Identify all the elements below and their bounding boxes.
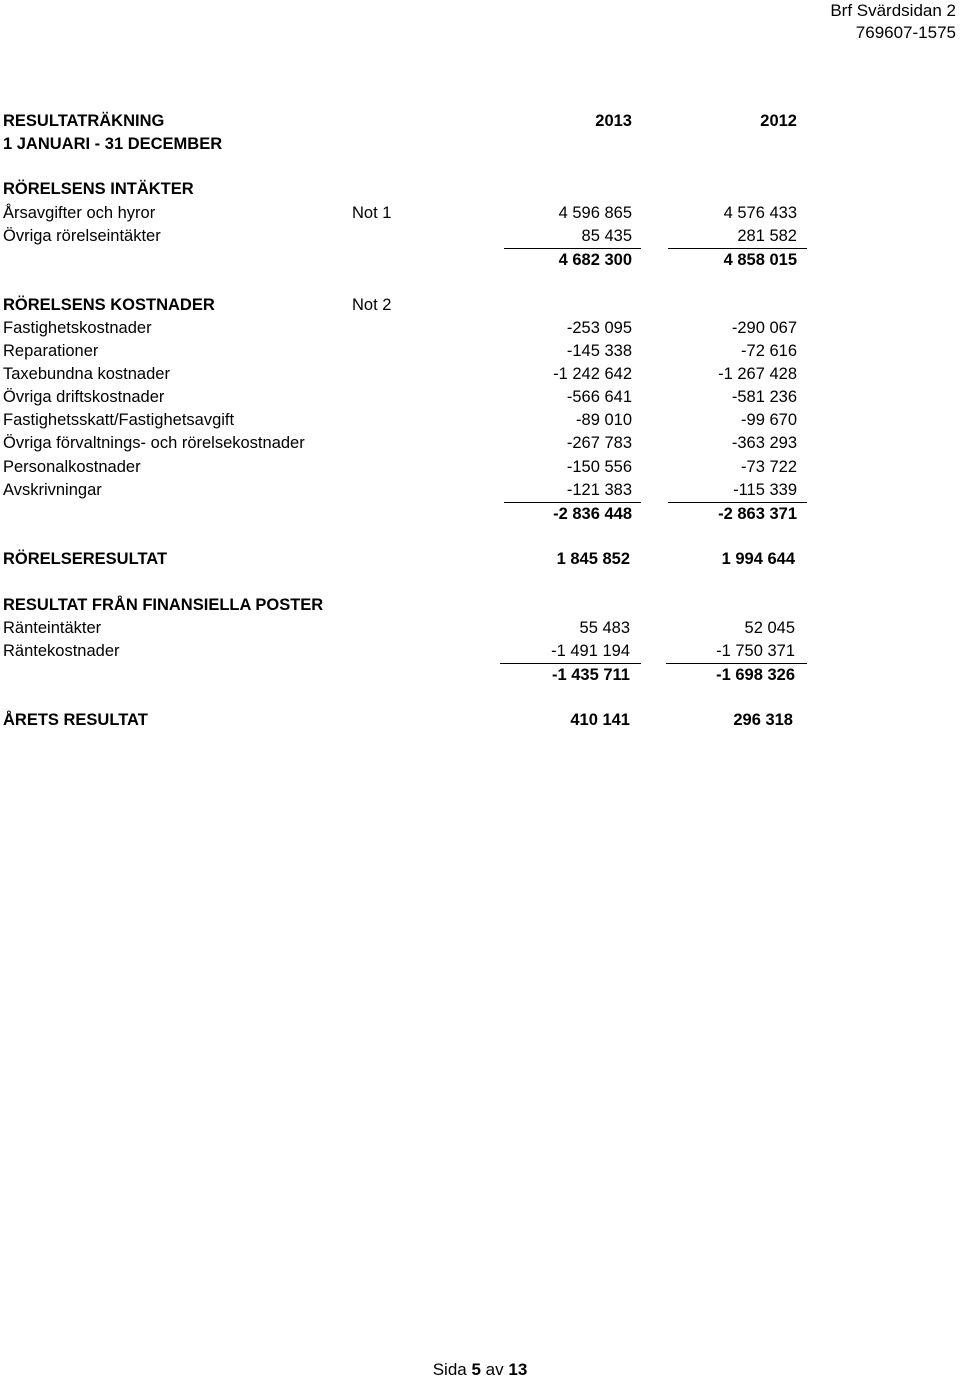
value-2013: -150 556 bbox=[566, 458, 632, 476]
intakter-heading: RÖRELSENS INTÄKTER bbox=[3, 180, 194, 198]
value-2013: -145 338 bbox=[566, 342, 632, 360]
value-2012: -72 616 bbox=[741, 342, 797, 360]
table-row bbox=[0, 479, 960, 502]
value-2013: -89 010 bbox=[576, 411, 632, 429]
table-row bbox=[0, 409, 960, 432]
row-label: Årsavgifter och hyror bbox=[3, 204, 156, 222]
section-heading-row bbox=[0, 594, 960, 617]
value-2012: 296 318 bbox=[733, 711, 793, 729]
row-label: Fastighetskostnader bbox=[3, 319, 152, 337]
organization-number: 769607-1575 bbox=[855, 23, 956, 42]
value-2013: -1 491 194 bbox=[551, 642, 630, 660]
row-label: Övriga förvaltnings- och rörelsekostnader bbox=[3, 434, 305, 452]
page-footer bbox=[0, 1360, 960, 1380]
table-row bbox=[0, 432, 960, 455]
note-reference: Not 2 bbox=[352, 296, 392, 314]
result-row bbox=[0, 548, 960, 571]
finansiella-heading: RESULTAT FRÅN FINANSIELLA POSTER bbox=[3, 596, 324, 614]
value-2012: -99 670 bbox=[741, 411, 797, 429]
value-2013: 4 596 865 bbox=[558, 204, 632, 222]
value-2012: -581 236 bbox=[731, 388, 797, 406]
row-label: Ränteintäkter bbox=[3, 619, 102, 637]
section-heading-row bbox=[0, 294, 960, 317]
title-row bbox=[0, 110, 960, 133]
value-2012: -363 293 bbox=[731, 434, 797, 452]
period-row bbox=[0, 133, 960, 156]
value-2012: -290 067 bbox=[731, 319, 797, 337]
value-2013: -1 242 642 bbox=[553, 365, 632, 383]
value-2013: 410 141 bbox=[570, 711, 630, 729]
note-reference: Not 1 bbox=[352, 204, 392, 222]
page-number: 5 bbox=[471, 1360, 481, 1379]
table-row bbox=[0, 640, 960, 663]
table-row bbox=[0, 340, 960, 363]
subtotal-2012: 4 858 015 bbox=[723, 251, 797, 269]
statement-title: RESULTATRÄKNING bbox=[3, 112, 165, 130]
kostnader-heading: RÖRELSENS KOSTNADER bbox=[3, 296, 215, 314]
row-label: Fastighetsskatt/Fastighetsavgift bbox=[3, 411, 235, 429]
row-label: Taxebundna kostnader bbox=[3, 365, 170, 383]
table-row bbox=[0, 617, 960, 640]
value-2012: 281 582 bbox=[737, 227, 797, 245]
value-2013: -253 095 bbox=[566, 319, 632, 337]
value-2012: 4 576 433 bbox=[723, 204, 797, 222]
table-row bbox=[0, 386, 960, 409]
subtotal-2013: -1 435 711 bbox=[552, 666, 630, 684]
row-label: Räntekostnader bbox=[3, 642, 120, 660]
table-row bbox=[0, 225, 960, 248]
section-heading-row bbox=[0, 178, 960, 201]
net-result-label: ÅRETS RESULTAT bbox=[3, 711, 148, 729]
value-2013: 1 845 852 bbox=[556, 550, 630, 568]
table-row bbox=[0, 456, 960, 479]
table-row bbox=[0, 202, 960, 225]
page-prefix: Sida bbox=[432, 1360, 467, 1379]
subtotal-row bbox=[0, 503, 960, 526]
value-2013: 85 435 bbox=[581, 227, 632, 245]
subtotal-row bbox=[0, 664, 960, 687]
subtotal-2012: -1 698 326 bbox=[716, 666, 795, 684]
page-total: 13 bbox=[508, 1360, 528, 1379]
row-label: Personalkostnader bbox=[3, 458, 141, 476]
value-2013: -121 383 bbox=[566, 481, 632, 499]
table-row bbox=[0, 317, 960, 340]
value-2013: -566 641 bbox=[566, 388, 632, 406]
result-row bbox=[0, 709, 960, 732]
year-2012-header: 2012 bbox=[760, 112, 797, 130]
row-label: Övriga rörelseintäkter bbox=[3, 227, 161, 245]
value-2013: -267 783 bbox=[566, 434, 632, 452]
year-2013-header: 2013 bbox=[595, 112, 632, 130]
subtotal-2013: 4 682 300 bbox=[558, 251, 632, 269]
value-2013: 55 483 bbox=[579, 619, 630, 637]
subtotal-2012: -2 863 371 bbox=[718, 505, 797, 523]
row-label: Övriga driftskostnader bbox=[3, 388, 165, 406]
value-2012: -1 267 428 bbox=[718, 365, 797, 383]
operating-result-label: RÖRELSERESULTAT bbox=[3, 550, 168, 568]
value-2012: -115 339 bbox=[733, 481, 797, 499]
value-2012: 1 994 644 bbox=[721, 550, 795, 568]
value-2012: 52 045 bbox=[744, 619, 795, 637]
value-2012: -1 750 371 bbox=[716, 642, 795, 660]
subtotal-2013: -2 836 448 bbox=[553, 505, 632, 523]
row-label: Avskrivningar bbox=[3, 481, 102, 499]
table-row bbox=[0, 363, 960, 386]
value-2012: -73 722 bbox=[741, 458, 797, 476]
subtotal-row bbox=[0, 249, 960, 272]
row-label: Reparationer bbox=[3, 342, 99, 360]
page-separator: av bbox=[485, 1360, 504, 1379]
organization-name: Brf Svärdsidan 2 bbox=[830, 1, 956, 20]
statement-period: 1 JANUARI - 31 DECEMBER bbox=[3, 135, 223, 153]
